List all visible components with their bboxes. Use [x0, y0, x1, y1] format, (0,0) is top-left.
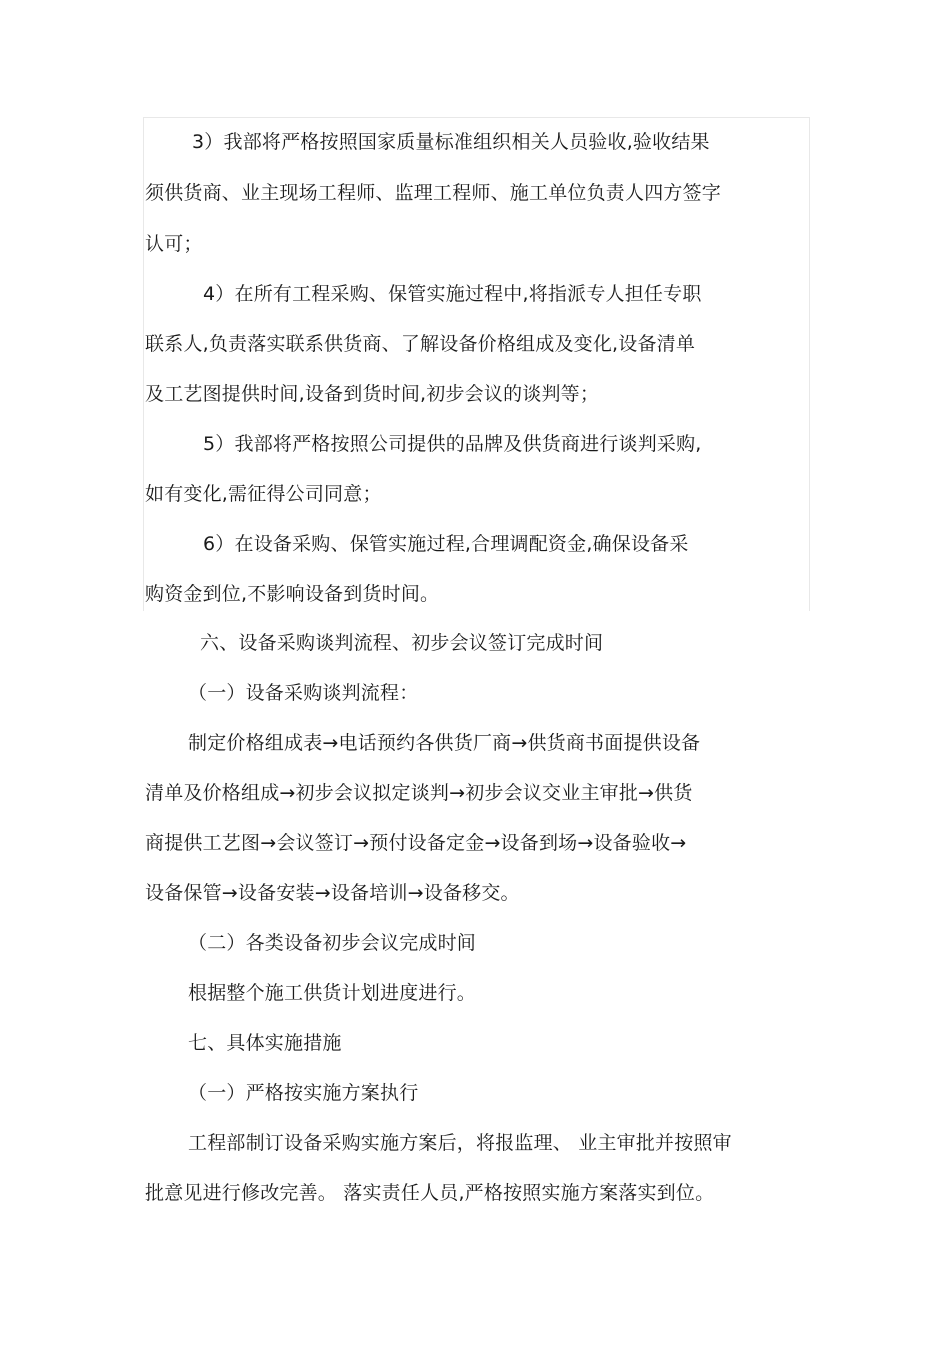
section-7-text-line-2: 批意见进行修改完善。 落实责任人员,严格按照实施方案落实到位。: [145, 1182, 715, 1204]
item-4-line-2: 联系人,负责落实联系供货商、了解设备价格组成及变化,设备清单: [145, 333, 696, 355]
process-line-3: 商提供工艺图→会议签订→预付设备定金→设备到场→设备验收→: [145, 832, 687, 854]
item-5-line-1: 5）我部将严格按照公司提供的品牌及供货商进行谈判采购,: [203, 433, 702, 455]
section-7-text-line-1: 工程部制订设备采购实施方案后，将报监理、 业主审批并按照审: [188, 1132, 732, 1154]
subsection-2-heading: （二）各类设备初步会议完成时间: [188, 932, 477, 954]
subsection-2-text: 根据整个施工供货计划进度进行。: [188, 982, 477, 1004]
process-line-1: 制定价格组成表→电话预约各供货厂商→供货商书面提供设备: [188, 732, 701, 754]
item-3-line-2: 须供货商、业主现场工程师、监理工程师、施工单位负责人四方签字: [145, 182, 722, 204]
subsection-1-heading: （一）设备采购谈判流程：: [188, 682, 419, 704]
item-5-line-2: 如有变化,需征得公司同意；: [145, 483, 382, 505]
section-7-sub-1-heading: （一）严格按实施方案执行: [188, 1082, 419, 1104]
item-6-line-2: 购资金到位,不影响设备到货时间。: [145, 583, 440, 605]
process-line-4: 设备保管→设备安装→设备培训→设备移交。: [145, 882, 520, 904]
section-6-heading: 六、设备采购谈判流程、初步会议签订完成时间: [200, 632, 604, 654]
item-4-line-3: 及工艺图提供时间,设备到货时间,初步会议的谈判等；: [145, 383, 600, 405]
item-6-line-1: 6）在设备采购、保管实施过程,合理调配资金,确保设备采: [203, 533, 689, 555]
section-7-heading: 七、具体实施措施: [188, 1032, 342, 1054]
process-line-2: 清单及价格组成→初步会议拟定谈判→初步会议交业主审批→供货: [145, 782, 693, 804]
item-4-line-1: 4）在所有工程采购、保管实施过程中,将指派专人担任专职: [203, 283, 702, 305]
item-3-line-1: 3）我部将严格按照国家质量标准组织相关人员验收,验收结果: [192, 131, 710, 153]
item-3-line-3: 认可；: [145, 233, 203, 255]
